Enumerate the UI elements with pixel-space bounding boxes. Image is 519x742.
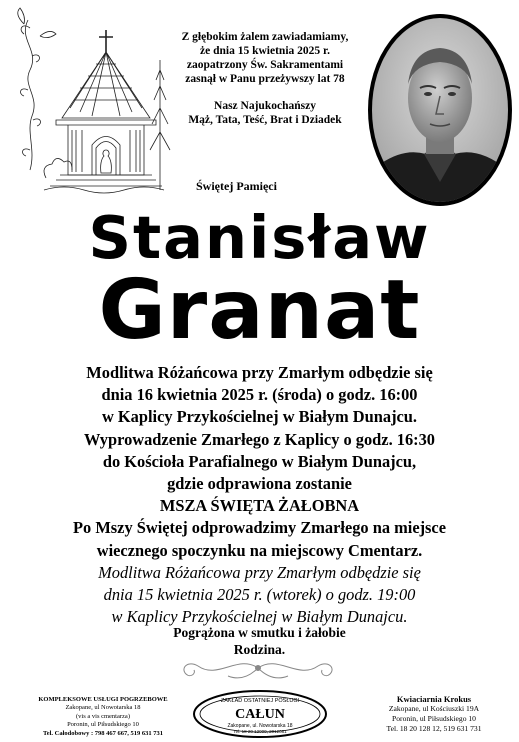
deceased-portrait	[368, 14, 512, 206]
intro-line: zasnął w Panu przeżywszy lat 78	[185, 73, 345, 85]
ceremony-line: do Kościoła Parafialnego w Białym Dunajcu,	[102, 451, 417, 471]
rosary-line: dnia 15 kwietnia 2025 r. (wtorek) o godz. 19:00	[103, 585, 416, 605]
ceremony-line: Wyprowadzenie Zmarłego z Kaplicy o godz. 16:30	[84, 429, 435, 449]
footer-line: (vis a vis cmentarza)	[76, 712, 130, 720]
footer-line: Tel. Całodobowy : 798 467 667, 519 631 731	[42, 729, 164, 737]
intro-line: Nasz Najukochańszy	[214, 100, 316, 112]
ceremony-line: dnia 16 kwietnia 2025 r. (środa) o godz. 16:00	[101, 385, 418, 405]
footer-line: Kwiaciarnia Krokus	[396, 694, 472, 704]
mourning-line: Pogrążona w smutku i żałobie	[173, 625, 346, 640]
intro-line: zaopatrzony Św. Sakramentami	[186, 59, 344, 71]
logo-address: Zakopane, ul. Nowotarska 18	[227, 723, 293, 729]
ornament-flourish	[168, 650, 348, 684]
logo-phone: Tel. 18 20 12000, 2012081	[233, 729, 287, 734]
footer-line: Zakopane, ul Kościuszki 19A	[388, 704, 480, 713]
mourning-line: Rodzina.	[233, 642, 286, 657]
footer-line: Poronin, ul Piłsudskiego 10	[67, 721, 139, 729]
footer-line: Zakopane, ul Nowotarska 18	[65, 704, 141, 712]
funeral-services-info	[18, 696, 188, 738]
deceased-first-name: Stanisław	[88, 203, 431, 272]
florist-info	[352, 694, 516, 734]
ceremony-line: MSZA ŚWIĘTA ŻAŁOBNA	[159, 496, 360, 516]
rosary-line: w Kaplicy Przykościelnej w Białym Dunajcu.	[111, 607, 408, 627]
announcement-intro	[160, 30, 370, 127]
ceremony-line: w Kaplicy Przykościelnej w Białym Dunajcu.	[101, 407, 418, 427]
rosary-line: Modlitwa Różańcowa przy Zmarłym odbędzie się	[98, 562, 421, 582]
logo-name: CAŁUN	[235, 707, 285, 722]
ceremony-line: Modlitwa Różańcowa przy Zmarłym odbędzie się	[86, 363, 433, 382]
footer-line: Poronin, ul Piłsudskiego 10	[392, 714, 476, 723]
ceremony-line: Po Mszy Świętej odprowadzimy Zmarłego na miejsce	[73, 518, 446, 538]
footer-line: Tel. 18 20 128 12, 519 631 731	[386, 724, 482, 733]
logo-top-text: ZAKŁAD OSTATNIEJ POSŁUGI	[220, 698, 300, 704]
calun-logo	[190, 688, 330, 740]
memory-label: Świętej Pamięci	[196, 179, 277, 193]
footer-line: KOMPLEKSOWE USŁUGI POGRZEBOWE	[38, 696, 168, 703]
ceremony-details	[0, 362, 519, 628]
deceased-last-name: Granat	[98, 263, 421, 358]
intro-line: Mąż, Tata, Teść, Brat i Dziadek	[188, 114, 342, 126]
intro-line: że dnia 15 kwietnia 2025 r.	[200, 45, 330, 57]
intro-line: Z głębokim żalem zawiadamiamy,	[181, 31, 349, 43]
ceremony-line: gdzie odprawiona zostanie	[167, 474, 352, 494]
chapel-drawing	[0, 0, 178, 210]
ceremony-line: wiecznego spoczynku na miejscowy Cmentarz.	[96, 540, 423, 560]
